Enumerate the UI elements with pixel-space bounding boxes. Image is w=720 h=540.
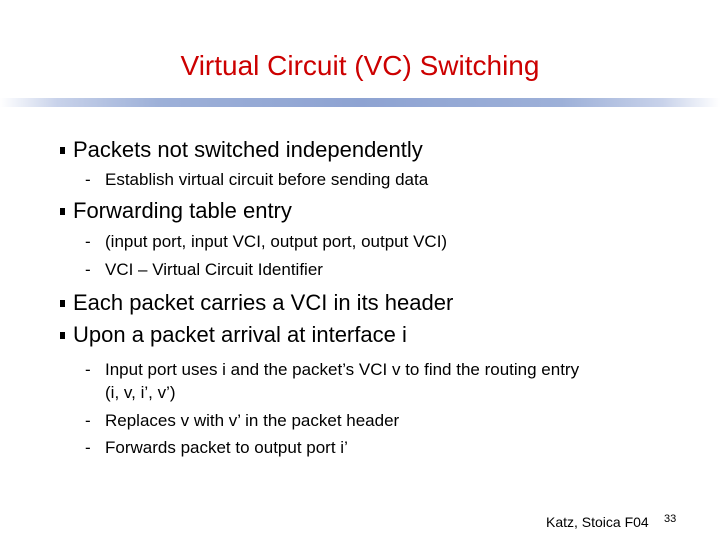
- dash-marker: -: [85, 438, 91, 457]
- bullet-text: Packets not switched independently: [73, 137, 423, 162]
- sub-bullet-text: (i, v, i’, v’): [105, 383, 176, 402]
- bullet-text: Forwarding table entry: [73, 198, 292, 223]
- dash-marker: -: [85, 232, 91, 251]
- sub-bullet-text: VCI – Virtual Circuit Identifier: [105, 260, 323, 279]
- bullet-text: Each packet carries a VCI in its header: [73, 290, 454, 315]
- dash-marker: -: [85, 170, 91, 189]
- dash-marker: -: [85, 411, 91, 430]
- square-bullet-icon: [60, 208, 65, 215]
- square-bullet-icon: [60, 300, 65, 307]
- slide-title: Virtual Circuit (VC) Switching: [180, 50, 540, 81]
- bullet-text: Upon a packet arrival at interface i: [73, 322, 407, 347]
- sub-bullet-text: (input port, input VCI, output port, output VCI): [105, 232, 448, 251]
- page-number: 33: [664, 513, 677, 525]
- footer-credit: Katz, Stoica F04: [546, 514, 649, 530]
- sub-bullet-text: Input port uses i and the packet’s VCI v to find the routing entry: [105, 360, 580, 379]
- square-bullet-icon: [60, 147, 65, 154]
- sub-bullet-text: Establish virtual circuit before sending data: [105, 170, 429, 189]
- sub-bullet-text: Replaces v with v’ in the packet header: [105, 411, 400, 430]
- dash-marker: -: [85, 260, 91, 279]
- dash-marker: -: [85, 360, 91, 379]
- square-bullet-icon: [60, 332, 65, 339]
- title-divider: [0, 98, 720, 107]
- sub-bullet-text: Forwards packet to output port i’: [105, 438, 348, 457]
